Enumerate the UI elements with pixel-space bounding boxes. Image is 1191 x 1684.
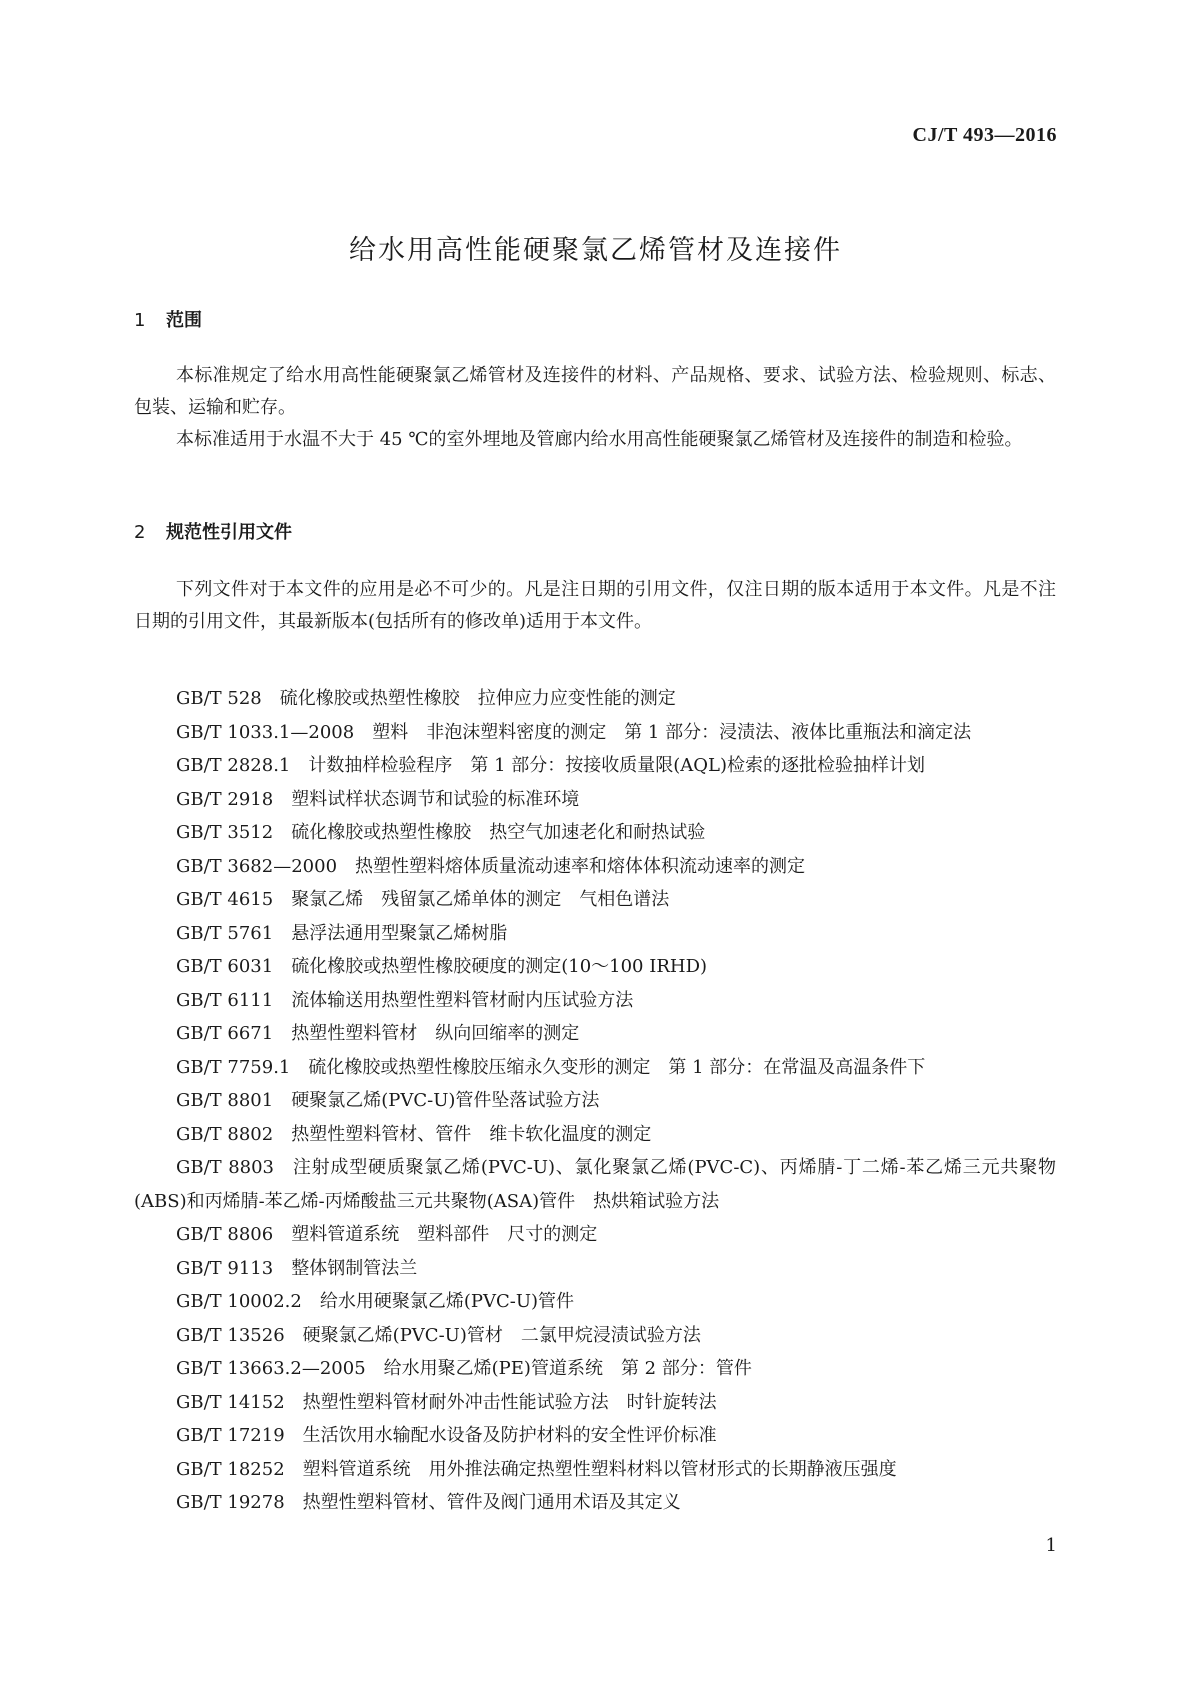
reference-title: 硬聚氯乙烯(PVC-U)管件坠落试验方法 [291,1090,600,1111]
reference-code: GB/T 17219 [176,1425,285,1446]
reference-code: GB/T 4615 [176,889,274,910]
reference-title: 流体输送用热塑性塑料管材耐内压试验方法 [291,989,634,1011]
reference-title: 塑料 非泡沫塑料密度的测定 第 1 部分：浸渍法、液体比重瓶法和滴定法 [372,721,972,743]
reference-item [134,749,1056,783]
reference-title: 热塑性塑料熔体质量流动速率和熔体体积流动速率的测定 [355,855,806,877]
reference-title: 聚氯乙烯 残留氯乙烯单体的测定 气相色谱法 [291,889,670,910]
reference-item [134,1386,1056,1420]
reference-code: GB/T 19278 [176,1492,285,1513]
reference-item [134,1118,1056,1152]
reference-title: 给水用硬聚氯乙烯(PVC-U)管件 [319,1291,575,1312]
reference-title: 塑料管道系统 用外推法确定热塑性塑料材料以管材形式的长期静液压强度 [302,1458,897,1480]
reference-item [134,816,1056,850]
reference-title: 生活饮用水输配水设备及防护材料的安全性评价标准 [302,1425,717,1446]
reference-title: 塑料管道系统 塑料部件 尺寸的测定 [291,1224,598,1245]
section-1-heading [134,306,202,332]
reference-title: 硫化橡胶或热塑性橡胶压缩永久变形的测定 第 1 部分：在常温及高温条件下 [308,1056,926,1078]
section-2-heading [134,518,292,544]
document-title: 给水用高性能硬聚氯乙烯管材及连接件 [349,235,842,266]
normative-references-list [134,682,1056,1520]
section-title: 范围 [166,310,202,331]
reference-title: 热塑性塑料管材耐外冲击性能试验方法 时针旋转法 [302,1391,717,1413]
reference-code: GB/T 9113 [176,1257,274,1279]
reference-item [134,682,1056,716]
section-number: 1 [134,310,146,331]
reference-code: GB/T 8803 [176,1157,275,1178]
reference-title: 计数抽样检验程序 第 1 部分：按接收质量限(AQL)检索的逐批检验抽样计划 [308,755,926,776]
reference-title: 热塑性塑料管材、管件及阀门通用术语及其定义 [302,1492,681,1513]
reference-item [134,984,1056,1018]
reference-code: GB/T 5761 [176,922,274,944]
reference-code: GB/T 7759.1 [176,1056,291,1078]
reference-code: GB/T 3512 [176,822,274,843]
reference-code: GB/T 528 [176,688,262,709]
reference-title: 整体钢制管法兰 [291,1257,418,1279]
reference-item [134,1017,1056,1051]
reference-title: 热塑性塑料管材、管件 维卡软化温度的测定 [291,1123,652,1145]
reference-code: GB/T 8806 [176,1224,274,1245]
reference-item [134,716,1056,750]
reference-title: 塑料试样状态调节和试验的标准环境 [291,788,580,810]
reference-code: GB/T 10002.2 [176,1291,302,1312]
scope-paragraph-2: 本标准适用于水温不大于 45 ℃的室外埋地及管廊内给水用高性能硬聚氯乙烯管材及连接件的制造和检验。 [176,429,1023,450]
reference-title: 给水用聚乙烯(PE)管道系统 第 2 部分：管件 [383,1358,752,1379]
reference-code: GB/T 8802 [176,1123,274,1145]
reference-item [134,1319,1056,1353]
reference-item [134,783,1056,817]
reference-item [134,883,1056,917]
scope-paragraph-1: 本标准规定了给水用高性能硬聚氯乙烯管材及连接件的材料、产品规格、要求、试验方法、检验规则、标志、包装、运输和贮存。 [134,365,1056,418]
page-number: 1 [1045,1535,1057,1556]
reference-title: 硫化橡胶或热塑性橡胶 热空气加速老化和耐热试验 [291,822,706,843]
reference-item [134,1419,1056,1453]
reference-code: GB/T 13663.2—2005 [176,1358,366,1379]
reference-code: GB/T 8801 [176,1090,274,1111]
reference-item [134,1453,1056,1487]
reference-item [134,1352,1056,1386]
section-title: 规范性引用文件 [166,522,292,543]
reference-title: 硫化橡胶或热塑性橡胶 拉伸应力应变性能的测定 [279,688,676,709]
reference-item [134,850,1056,884]
reference-code: GB/T 18252 [176,1458,285,1480]
section-number: 2 [134,522,146,543]
reference-code: GB/T 6671 [176,1023,274,1044]
reference-item [134,917,1056,951]
reference-title: 硫化橡胶或热塑性橡胶硬度的测定(10～100 IRHD) [291,956,708,977]
references-intro-paragraph: 下列文件对于本文件的应用是必不可少的。凡是注日期的引用文件，仅注日期的版本适用于本文件。凡是不注日期的引用文件，其最新版本(包括所有的修改单)适用于本文件。 [134,579,1056,632]
reference-code: GB/T 6031 [176,956,274,977]
reference-code: GB/T 13526 [176,1324,285,1346]
reference-item [134,950,1056,984]
reference-item [134,1051,1056,1085]
reference-title: 注射成型硬质聚氯乙烯(PVC-U)、氯化聚氯乙烯(PVC-C)、丙烯腈-丁二烯-苯乙烯三元共聚物(ABS)和丙烯腈-苯乙烯-丙烯酸盐三元共聚物(ASA)管件 热烘箱试验方法 [134,1157,1056,1212]
reference-item [134,1151,1056,1218]
reference-code: GB/T 2828.1 [176,755,291,776]
reference-code: GB/T 6111 [176,989,274,1011]
reference-title: 悬浮法通用型聚氯乙烯树脂 [291,922,508,944]
standard-code: CJ/T 493—2016 [912,124,1057,146]
reference-item [134,1084,1056,1118]
reference-item [134,1285,1056,1319]
reference-item [134,1218,1056,1252]
reference-code: GB/T 2918 [176,788,274,810]
reference-item [134,1486,1056,1520]
reference-item [134,1252,1056,1286]
reference-code: GB/T 3682—2000 [176,855,338,877]
reference-title: 硬聚氯乙烯(PVC-U)管材 二氯甲烷浸渍试验方法 [302,1324,701,1346]
reference-code: GB/T 1033.1—2008 [176,721,355,743]
reference-title: 热塑性塑料管材 纵向回缩率的测定 [291,1023,580,1044]
reference-code: GB/T 14152 [176,1391,285,1413]
